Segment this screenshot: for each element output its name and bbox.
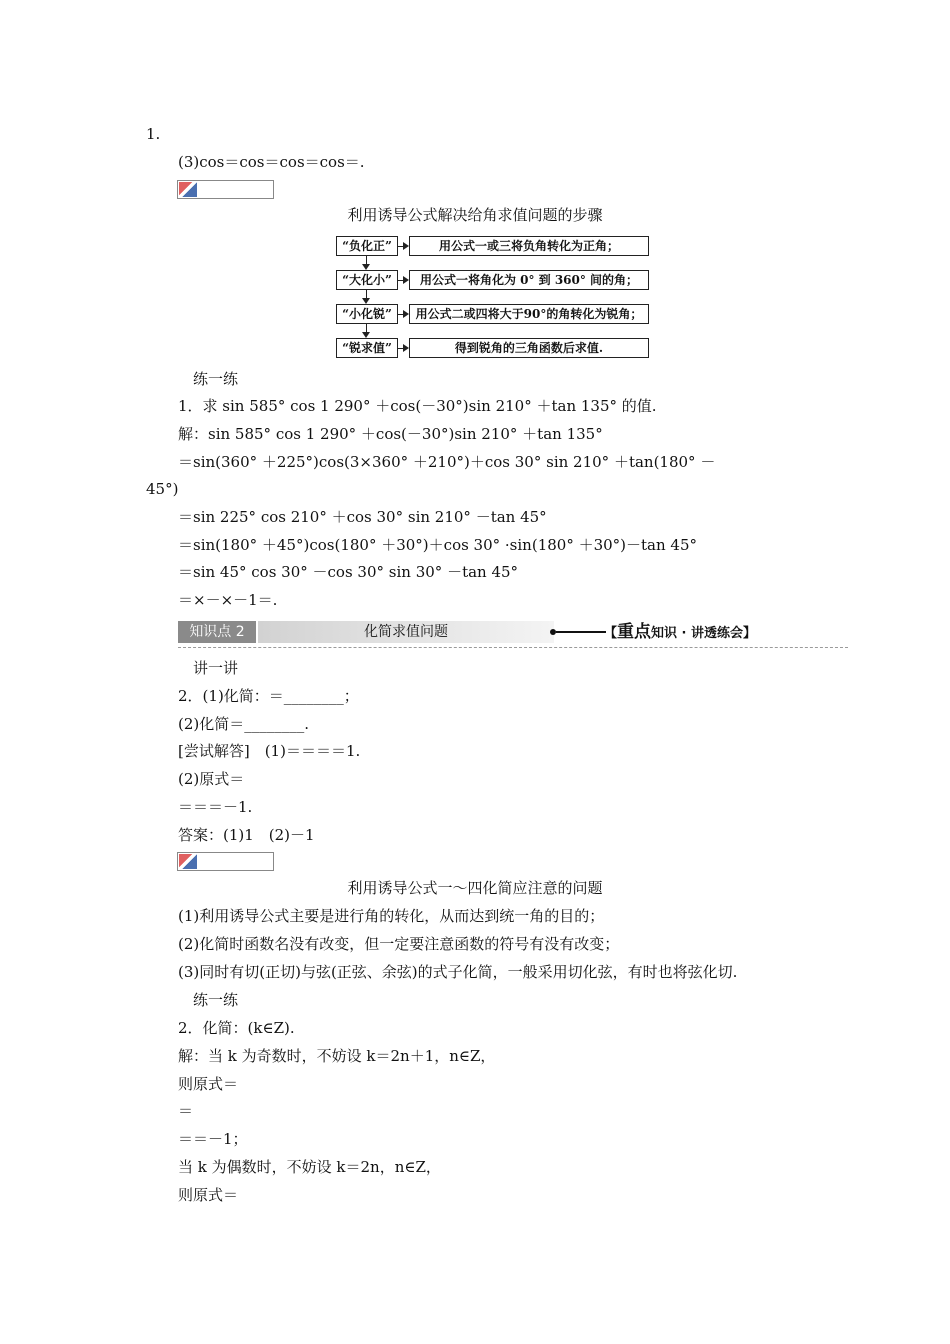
flow-desc-4: 得到锐角的三角函数后求值. bbox=[409, 338, 649, 358]
knowledge-point-banner bbox=[178, 620, 848, 644]
knowledge-point-tag: 知识点 2 bbox=[178, 621, 256, 643]
solution-line: 当 k 为偶数时，不妨设 k＝2n，n∈Z， bbox=[178, 1158, 441, 1176]
solution-line: ＝＝＝－1. bbox=[178, 798, 253, 816]
flow-desc-2: 用公式一将角化为 0° 到 360° 间的角； bbox=[409, 270, 649, 290]
flow-desc-3: 用公式二或四将大于90°的角转化为锐角； bbox=[409, 304, 649, 324]
section-heading: 利用诱导公式解决给角求值问题的步骤 bbox=[347, 206, 603, 224]
note-icon bbox=[179, 182, 197, 197]
flow-step-3: “小化锐” bbox=[336, 304, 398, 324]
solution-line: ＝＝－1； bbox=[178, 1130, 248, 1148]
practice-label: 练一练 bbox=[193, 991, 239, 1009]
solution-line: 45°) bbox=[146, 480, 179, 498]
arrow-right-icon bbox=[403, 310, 409, 318]
answer-line: 答案：(1)1 (2)－1 bbox=[178, 826, 315, 844]
banner-slogan: 【重点知识 · 讲透练会】 bbox=[604, 622, 757, 642]
flow-desc-1: 用公式一或三将负角转化为正角； bbox=[409, 236, 649, 256]
practice-label: 练一练 bbox=[193, 370, 239, 388]
note-line: (2)化简时函数名没有改变，但一定要注意函数的符号有没有改变； bbox=[178, 935, 620, 953]
arrow-right-icon bbox=[403, 276, 409, 284]
solution-line: (2)原式＝ bbox=[178, 770, 245, 788]
arrow-right-icon bbox=[403, 344, 409, 352]
solution-line: ＝sin 225° cos 210° ＋cos 30° sin 210° －tan 45° bbox=[178, 508, 547, 526]
solution-line: ＝sin 45° cos 30° －cos 30° sin 30° －tan 45° bbox=[178, 563, 519, 581]
solution-line: ＝sin(180° ＋45°)cos(180° ＋30°)＋cos 30° ·sin(180° ＋30°)－tan 45° bbox=[178, 536, 698, 554]
solution-line: 解：当 k 为奇数时，不妨设 k＝2n＋1，n∈Z， bbox=[178, 1047, 496, 1065]
note-line: (1)利用诱导公式主要是进行角的转化，从而达到统一角的目的； bbox=[178, 907, 605, 925]
tip-marker bbox=[177, 180, 274, 199]
formula-line: (3)cos＝cos＝cos＝cos＝. bbox=[178, 153, 365, 171]
solution-line: ＝×－×－1＝. bbox=[178, 591, 278, 609]
note-line: (3)同时有切(正切)与弦(正弦、余弦)的式子化简，一般采用切化弦，有时也将弦化切. bbox=[178, 963, 738, 981]
flow-step-2: “大化小” bbox=[336, 270, 398, 290]
solution-line: 解：sin 585° cos 1 290° ＋cos(－30°)sin 210° ＋tan 135° bbox=[178, 425, 603, 443]
flow-step-4: “锐求值” bbox=[336, 338, 398, 358]
problem-line: 1．求 sin 585° cos 1 290° ＋cos(－30°)sin 210° ＋tan 135° 的值. bbox=[178, 397, 657, 415]
tip-marker bbox=[177, 852, 274, 871]
solution-line: ＝sin(360° ＋225°)cos(3×360° ＋210°)＋cos 30° sin 210° ＋tan(180° － bbox=[178, 453, 716, 471]
solution-line: ＝ bbox=[178, 1102, 194, 1120]
solution-line: [尝试解答] (1)＝＝＝＝1. bbox=[178, 742, 361, 760]
section-heading: 利用诱导公式一～四化简应注意的问题 bbox=[347, 879, 603, 897]
banner-title: 化简求值问题 bbox=[364, 624, 448, 640]
flow-step-1: “负化正” bbox=[336, 236, 398, 256]
solution-line: 则原式＝ bbox=[178, 1075, 239, 1093]
problem-line: 2．(1)化简：＝________； bbox=[178, 687, 359, 705]
solution-line: 则原式＝ bbox=[178, 1186, 239, 1204]
note-icon bbox=[179, 854, 197, 869]
item-number: 1. bbox=[146, 125, 161, 143]
problem-line: 2．化简：(k∈Z). bbox=[178, 1019, 295, 1037]
arrow-right-icon bbox=[403, 242, 409, 250]
lecture-label: 讲一讲 bbox=[193, 659, 239, 677]
problem-line: (2)化简＝________. bbox=[178, 715, 310, 733]
